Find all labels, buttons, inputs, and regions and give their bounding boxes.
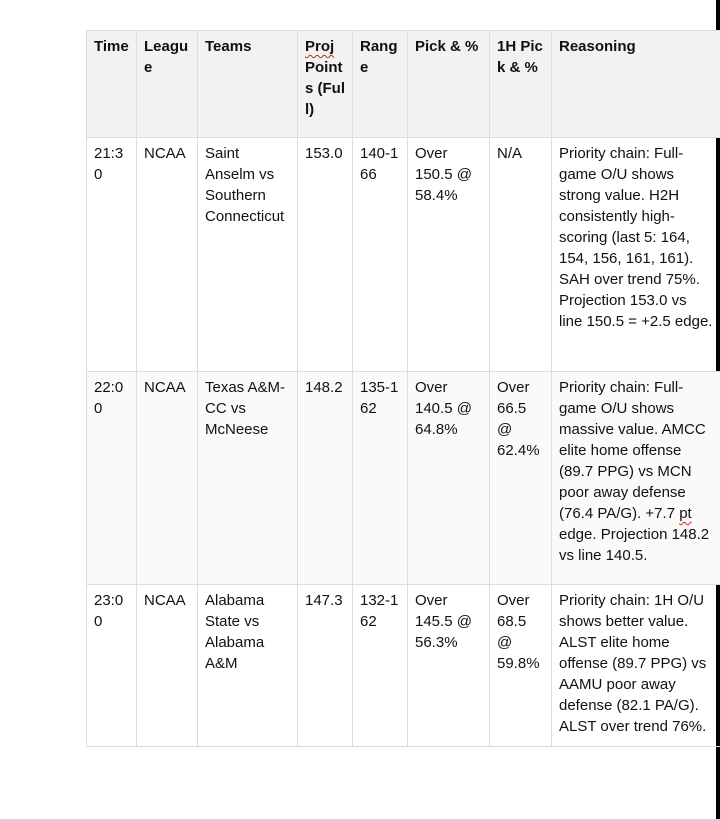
cell-proj: 147.3 bbox=[298, 585, 353, 747]
header-1h-pick: 1H Pick & % bbox=[490, 31, 552, 138]
cell-teams: Alabama State vs Alabama A&M bbox=[198, 585, 298, 747]
cell-range: 135-162 bbox=[353, 372, 408, 585]
cell-reasoning: Priority chain: Full-game O/U shows strong value. H2H consistently high-scoring (last 5: 164, 154, 156, 161, 161). SAH over trend 75%. Projection 153.0 vs line 150.5 = +2.5 edge. bbox=[552, 138, 720, 372]
cell-pick: Over 140.5 @ 64.8% bbox=[408, 372, 490, 585]
cell-1h-pick: N/A bbox=[490, 138, 552, 372]
cell-reasoning bbox=[552, 372, 720, 585]
header-teams: Teams bbox=[198, 31, 298, 138]
cell-time: 22:00 bbox=[87, 372, 137, 585]
header-league: League bbox=[137, 31, 198, 138]
cell-reasoning: Priority chain: 1H O/U shows better value. ALST elite home offense (89.7 PPG) vs AAMU poor away defense (82.1 PA/G). ALST over trend 76%. bbox=[552, 585, 720, 747]
header-row bbox=[87, 31, 720, 138]
table-row bbox=[87, 585, 720, 747]
cell-league: NCAA bbox=[137, 372, 198, 585]
header-reasoning: Reasoning bbox=[552, 31, 720, 138]
cell-pick: Over 150.5 @ 58.4% bbox=[408, 138, 490, 372]
cell-teams: Saint Anselm vs Southern Connecticut bbox=[198, 138, 298, 372]
cell-pick: Over 145.5 @ 56.3% bbox=[408, 585, 490, 747]
reasoning-flagged-word: pt bbox=[679, 505, 692, 522]
picks-table bbox=[86, 30, 720, 747]
cell-1h-pick: Over 66.5 @ 62.4% bbox=[490, 372, 552, 585]
cell-league: NCAA bbox=[137, 585, 198, 747]
header-pick: Pick & % bbox=[408, 31, 490, 138]
reasoning-text: Priority chain: Full-game O/U shows massive value. AMCC elite home offense (89.7 PPG) vs MCN poor away defense (76.4 PA/G). +7.7 bbox=[559, 379, 706, 522]
cell-range: 132-162 bbox=[353, 585, 408, 747]
cell-league: NCAA bbox=[137, 138, 198, 372]
cell-1h-pick: Over 68.5 @ 59.8% bbox=[490, 585, 552, 747]
table-row bbox=[87, 138, 720, 372]
header-range: Range bbox=[353, 31, 408, 138]
header-points-full: Points (Full) bbox=[305, 59, 345, 118]
cell-time: 21:30 bbox=[87, 138, 137, 372]
header-time: Time bbox=[87, 31, 137, 138]
cell-time: 23:00 bbox=[87, 585, 137, 747]
table-row bbox=[87, 372, 720, 585]
reasoning-text-end: edge. Projection 148.2 vs line 140.5. bbox=[559, 526, 710, 564]
cell-proj: 153.0 bbox=[298, 138, 353, 372]
header-proj-points bbox=[298, 31, 353, 138]
cell-teams: Texas A&M-CC vs McNeese bbox=[198, 372, 298, 585]
cell-proj: 148.2 bbox=[298, 372, 353, 585]
header-proj-word: Proj bbox=[305, 38, 335, 55]
cell-range: 140-166 bbox=[353, 138, 408, 372]
